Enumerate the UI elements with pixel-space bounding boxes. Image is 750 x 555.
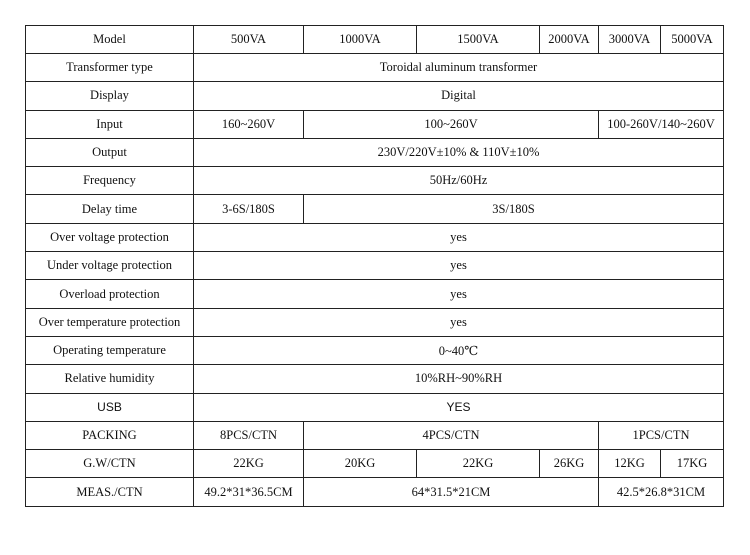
row-output: [26, 138, 724, 166]
under-voltage-label: Under voltage protection: [26, 252, 194, 280]
gross-weight-1500va: 22KG: [417, 450, 540, 478]
row-model: [26, 26, 724, 54]
usb-value: YES: [194, 393, 724, 421]
transformer-type-value: Toroidal aluminum transformer: [194, 54, 724, 82]
operating-temperature-value: 0~40℃: [194, 336, 724, 364]
row-over-voltage: [26, 223, 724, 251]
row-transformer-type: [26, 54, 724, 82]
input-value-3000-5000va: 100-260V/140~260V: [599, 110, 724, 138]
model-1500va: 1500VA: [417, 26, 540, 54]
frequency-value: 50Hz/60Hz: [194, 167, 724, 195]
model-3000va: 3000VA: [599, 26, 661, 54]
usb-label: USB: [26, 393, 194, 421]
over-voltage-label: Over voltage protection: [26, 223, 194, 251]
over-voltage-value: yes: [194, 223, 724, 251]
row-packing: [26, 421, 724, 449]
row-delay-time: [26, 195, 724, 223]
frequency-label: Frequency: [26, 167, 194, 195]
model-5000va: 5000VA: [661, 26, 724, 54]
model-label: Model: [26, 26, 194, 54]
delay-time-value-others: 3S/180S: [304, 195, 724, 223]
relative-humidity-value: 10%RH~90%RH: [194, 365, 724, 393]
row-relative-humidity: [26, 365, 724, 393]
output-value: 230V/220V±10% & 110V±10%: [194, 138, 724, 166]
gross-weight-5000va: 17KG: [661, 450, 724, 478]
packing-value-3000-5000va: 1PCS/CTN: [599, 421, 724, 449]
gross-weight-1000va: 20KG: [304, 450, 417, 478]
row-gross-weight: [26, 450, 724, 478]
operating-temperature-label: Operating temperature: [26, 336, 194, 364]
transformer-type-label: Transformer type: [26, 54, 194, 82]
over-temperature-label: Over temperature protection: [26, 308, 194, 336]
packing-value-500va: 8PCS/CTN: [194, 421, 304, 449]
row-operating-temperature: [26, 336, 724, 364]
input-value-500va: 160~260V: [194, 110, 304, 138]
row-under-voltage: [26, 252, 724, 280]
packing-label: PACKING: [26, 421, 194, 449]
under-voltage-value: yes: [194, 252, 724, 280]
relative-humidity-label: Relative humidity: [26, 365, 194, 393]
delay-time-label: Delay time: [26, 195, 194, 223]
model-1000va: 1000VA: [304, 26, 417, 54]
row-display: [26, 82, 724, 110]
spec-table: [25, 25, 724, 507]
input-label: Input: [26, 110, 194, 138]
row-input: [26, 110, 724, 138]
row-frequency: [26, 167, 724, 195]
gross-weight-label: G.W/CTN: [26, 450, 194, 478]
measurement-value-1000-2000va: 64*31.5*21CM: [304, 478, 599, 506]
input-value-1000-2000va: 100~260V: [304, 110, 599, 138]
measurement-label: MEAS./CTN: [26, 478, 194, 506]
packing-value-1000-2000va: 4PCS/CTN: [304, 421, 599, 449]
display-label: Display: [26, 82, 194, 110]
row-overload: [26, 280, 724, 308]
row-measurement: [26, 478, 724, 506]
overload-label: Overload protection: [26, 280, 194, 308]
over-temperature-value: yes: [194, 308, 724, 336]
model-2000va: 2000VA: [540, 26, 599, 54]
output-label: Output: [26, 138, 194, 166]
delay-time-value-500va: 3-6S/180S: [194, 195, 304, 223]
gross-weight-3000va: 12KG: [599, 450, 661, 478]
row-over-temperature: [26, 308, 724, 336]
measurement-value-3000-5000va: 42.5*26.8*31CM: [599, 478, 724, 506]
overload-value: yes: [194, 280, 724, 308]
model-500va: 500VA: [194, 26, 304, 54]
measurement-value-500va: 49.2*31*36.5CM: [194, 478, 304, 506]
row-usb: [26, 393, 724, 421]
gross-weight-500va: 22KG: [194, 450, 304, 478]
gross-weight-2000va: 26KG: [540, 450, 599, 478]
display-value: Digital: [194, 82, 724, 110]
